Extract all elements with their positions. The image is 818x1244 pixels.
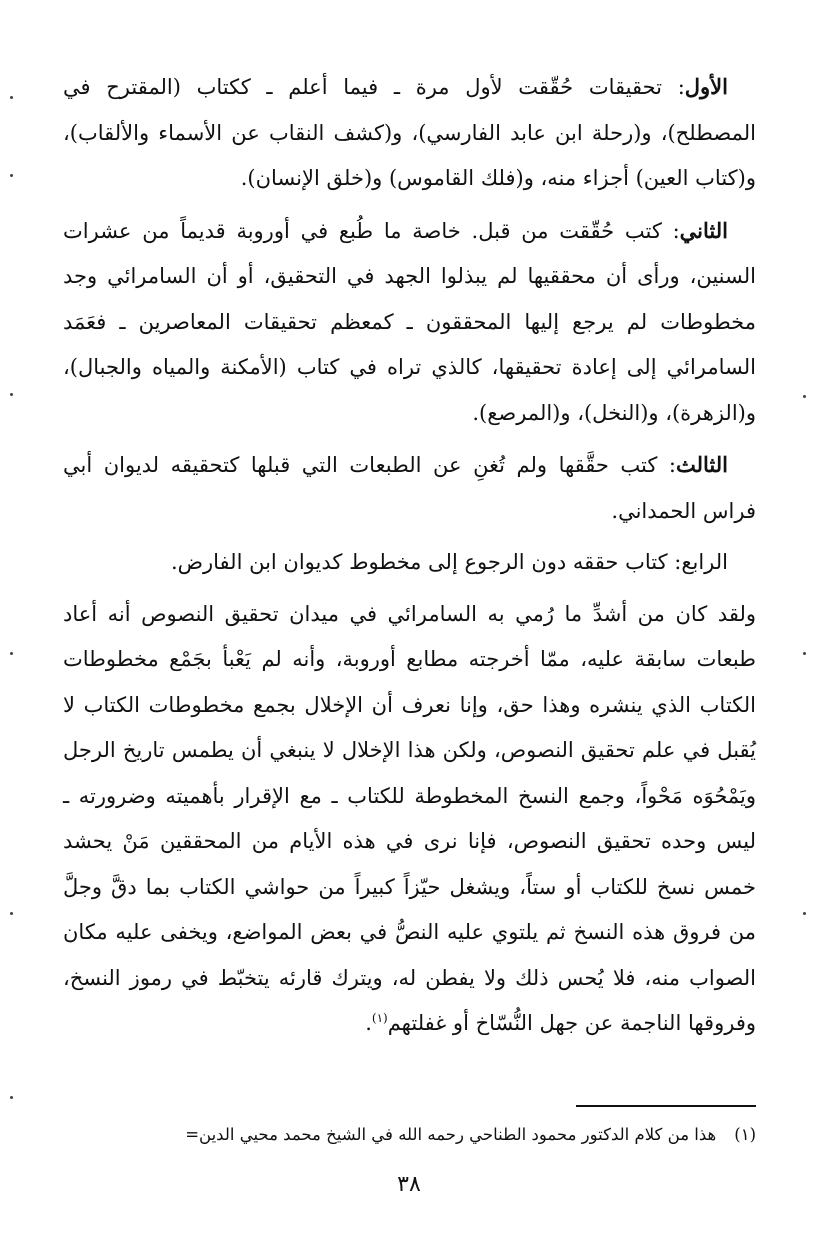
- paragraph-third-lead: الثالث: [676, 452, 728, 477]
- paragraph-first-lead: الأول: [684, 74, 728, 99]
- paragraph-closing: [63, 592, 756, 1047]
- paragraph-third: [63, 442, 756, 534]
- margin-speck: [10, 174, 13, 177]
- footnote-separator: [576, 1105, 756, 1107]
- paragraph-third-text: : كتب حقَّقها ولم تُغنِ عن الطبعات التي قبلها كتحقيقه لديوان أبي فراس الحمداني.: [63, 453, 756, 523]
- main-text: [63, 64, 756, 1053]
- footnote: [56, 1122, 756, 1148]
- paragraph-second-text: : كتب حُقّقت من قبل. خاصة ما طُبع في أوروبة قديماً من عشرات السنين، ورأى أن محققيها لم يبذلوا الجهد في التحقيق، أو أن السامرائي وجد مخطوطات لم يرجع إليها المحققون ـ كمعظم تحقيقات المعاصرين ـ فعَمَد السامرائي إلى إعادة تحقيقها، كالذي تراه في كتاب (الأمكنة والمياه والجبال)، و(الزهرة)، و(النخل)، و(المرصع).: [63, 218, 756, 425]
- margin-speck: [10, 1096, 13, 1099]
- margin-speck: [10, 912, 13, 915]
- paragraph-closing-text: ولقد كان من أشدِّ ما رُمي به السامرائي في ميدان تحقيق النصوص أنه أعاد طبعات سابقة عليه، ممّا أخرجته مطابع أوروبة، وأنه لم يَعْبأ بجَمْع مخطوطات الكتاب الذي ينشره وهذا حق، وإنا نعرف أن الإخلال بجمع مخطوطات الكتاب لا يُقبل في علم تحقيق النصوص، ولكن هذا الإخلال لا ينبغي أن يطمس تاريخ الرجل ويَمْحُوَه مَحْواً، وجمع النسخ المخطوطة للكتاب ـ مع الإقرار بأهميته وضرورته ـ ليس وحده تحقيق النصوص، فإنا نرى في هذه الأيام من المحققين مَنْ يحشد خمس نسخ للكتاب أو ستاً، ويشغل حيّزاً كبيراً من حواشي الكتاب بما دقَّ وجلَّ من فروق هذه النسخ ثم يلتوي عليه النصُّ في بعض المواضع، ويخفى عليه مكان الصواب منه، فلا يُحس ذلك ولا يفطن له، ويترك قارئه يتخبّط في رموز النسخ، وفروقها الناجمة عن جهل النُّسّاخ أو غفلتهم: [63, 601, 756, 1035]
- paragraph-second: [63, 208, 756, 437]
- paragraph-first-text: : تحقيقات حُقّقت لأول مرة ـ فيما أعلم ـ ككتاب (المقترح في المصطلح)، و(رحلة ابن عابد الفارسي)، و(كشف النقاب عن الأسماء والألقاب)، و(كتاب العين) أجزاء منه، و(فلك القاموس) و(خلق الإنسان).: [63, 75, 756, 190]
- paragraph-closing-end: .: [365, 1011, 372, 1035]
- paragraph-fourth: [63, 540, 756, 586]
- margin-speck: [803, 395, 806, 398]
- margin-speck: [10, 96, 13, 99]
- margin-speck: [803, 652, 806, 655]
- margin-speck: [10, 652, 13, 655]
- paragraph-first: [63, 64, 756, 202]
- page-number: ٣٨: [397, 1172, 421, 1197]
- paragraph-fourth-text: الرابع: كتاب حققه دون الرجوع إلى مخطوط كديوان ابن الفارض.: [170, 550, 728, 574]
- footnote-marker: (١): [734, 1125, 756, 1144]
- margin-speck: [803, 912, 806, 915]
- paragraph-second-lead: الثاني: [679, 217, 728, 243]
- margin-speck: [10, 393, 13, 396]
- footnote-reference: (١): [371, 1011, 388, 1025]
- footnote-text: هذا من كلام الدكتور محمود الطناحي رحمه الله في الشيخ محمد محيي الدين=: [185, 1125, 717, 1144]
